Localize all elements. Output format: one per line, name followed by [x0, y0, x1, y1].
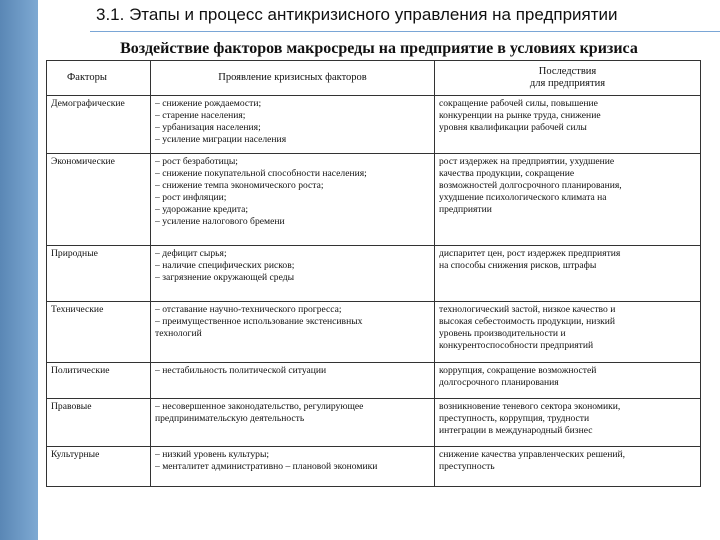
slide-header [38, 0, 720, 34]
consequences-line: высокая себестоимость продукции, низкий [439, 316, 616, 327]
header-rule [90, 31, 720, 32]
table-row [47, 447, 701, 487]
manifestation-line: – отставание научно-технического прогресса; [155, 304, 342, 315]
manifestation-cell [151, 302, 435, 363]
consequences-line: возникновение теневого сектора экономики, [439, 401, 621, 412]
manifestation-line: – усиление миграции населения [155, 134, 287, 145]
manifestation-line: – несовершенное законодательство, регулирующее [155, 401, 364, 412]
consequences-cell [435, 447, 701, 487]
consequences-cell [435, 399, 701, 447]
manifestation-line: – нестабильность политической ситуации [155, 365, 327, 376]
page-title: Воздействие факторов макросреды на предприятие в условиях кризиса [120, 40, 638, 57]
consequences-cell [435, 363, 701, 399]
consequences-line: рост издержек на предприятии, ухудшение [439, 156, 615, 167]
left-accent-bar [0, 0, 38, 540]
consequences-line: возможностей долгосрочного планирования, [439, 180, 622, 191]
manifestation-line: – удорожание кредита; [155, 204, 249, 215]
manifestation-line: – старение населения; [155, 110, 246, 121]
consequences-line: снижение качества управленческих решений, [439, 449, 626, 460]
consequences-line: преступность [439, 461, 495, 472]
factor-cell: Природные [47, 246, 151, 302]
table-row [47, 246, 701, 302]
manifestation-line: – рост инфляции; [155, 192, 227, 203]
consequences-line: коррупция, сокращение возможностей [439, 365, 597, 376]
factor-cell: Экономические [47, 154, 151, 246]
consequences-line: ухудшение психологического климата на [439, 192, 607, 203]
consequences-cell [435, 154, 701, 246]
consequences-line: технологический застой, низкое качество и [439, 304, 616, 315]
consequences-cell [435, 302, 701, 363]
column-header-consequences-line: Последствия [538, 65, 597, 77]
column-header-consequences [435, 61, 701, 96]
manifestation-line: – урбанизация населения; [155, 122, 261, 133]
table-row [47, 302, 701, 363]
manifestation-line: технологий [155, 328, 202, 339]
manifestation-line: предпринимательскую деятельность [155, 413, 305, 424]
factor-cell: Правовые [47, 399, 151, 447]
consequences-cell [435, 246, 701, 302]
consequences-line: интеграции в международный бизнес [439, 425, 593, 436]
consequences-line: долгосрочного планирования [439, 377, 559, 388]
factor-cell: Культурные [47, 447, 151, 487]
factor-cell: Демографические [47, 96, 151, 154]
consequences-cell [435, 96, 701, 154]
manifestation-cell [151, 96, 435, 154]
manifestation-line: – рост безработицы; [155, 156, 238, 167]
table-row [47, 154, 701, 246]
manifestation-line: – дефицит сырья; [155, 248, 227, 259]
factor-cell: Технические [47, 302, 151, 363]
consequences-line: предприятии [439, 204, 492, 215]
table-header-row [47, 61, 701, 96]
consequences-line: диспаритет цен, рост издержек предприятия [439, 248, 621, 259]
factor-cell: Политические [47, 363, 151, 399]
manifestation-cell [151, 399, 435, 447]
manifestation-line: – низкий уровень культуры; [155, 449, 270, 460]
manifestation-line: – снижение покупательной способности населения; [155, 168, 367, 179]
manifestation-cell [151, 154, 435, 246]
manifestation-line: – наличие специфических рисков; [155, 260, 295, 271]
manifestation-line: – загрязнение окружающей среды [155, 272, 295, 283]
consequences-line: сокращение рабочей силы, повышение [439, 98, 598, 109]
column-header-manifestation: Проявление кризисных факторов [151, 61, 435, 96]
consequences-line: преступность, коррупция, трудности [439, 413, 590, 424]
consequences-line: уровень производительности и [439, 328, 566, 339]
table-row [47, 96, 701, 154]
header-title: 3.1. Этапы и процесс антикризисного управления на предприятии [96, 5, 618, 24]
manifestation-cell [151, 246, 435, 302]
manifestation-line: – усиление налогового бремени [155, 216, 285, 227]
factors-table [46, 60, 701, 487]
consequences-line: конкурентоспособности предприятий [439, 340, 594, 351]
column-header-factors: Факторы [47, 61, 151, 96]
manifestation-line: – преимущественное использование экстенсивных [155, 316, 363, 327]
consequences-line: на способы снижения рисков, штрафы [439, 260, 597, 271]
consequences-line: качества продукции, сокращение [439, 168, 575, 179]
table-body [47, 96, 701, 487]
manifestation-line: – снижение темпа экономического роста; [155, 180, 324, 191]
consequences-line: конкуренции на рынке труда, снижение [439, 110, 601, 121]
column-header-consequences-line: для предприятия [529, 77, 606, 89]
manifestation-cell [151, 363, 435, 399]
manifestation-cell [151, 447, 435, 487]
manifestation-line: – менталитет административно – плановой экономики [155, 461, 378, 472]
table-row [47, 363, 701, 399]
consequences-line: уровня квалификации рабочей силы [439, 122, 587, 133]
manifestation-line: – снижение рождаемости; [155, 98, 262, 109]
table-row [47, 399, 701, 447]
